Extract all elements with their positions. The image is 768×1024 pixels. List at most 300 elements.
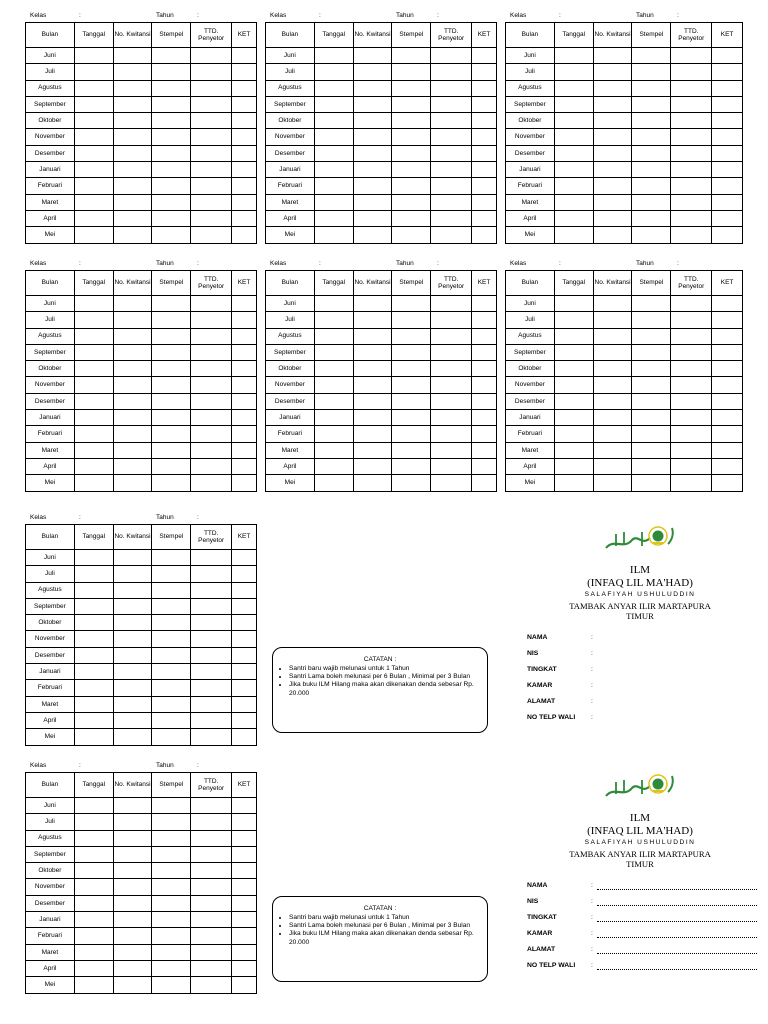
entry-cell[interactable] (472, 312, 497, 328)
entry-cell[interactable] (191, 96, 232, 112)
entry-cell[interactable] (152, 846, 191, 862)
entry-cell[interactable] (554, 194, 593, 210)
entry-cell[interactable] (152, 879, 191, 895)
entry-cell[interactable] (232, 227, 257, 243)
entry-cell[interactable] (712, 113, 743, 129)
entry-cell[interactable] (472, 194, 497, 210)
entry-cell[interactable] (113, 598, 152, 614)
entry-cell[interactable] (671, 210, 712, 226)
entry-cell[interactable] (593, 442, 632, 458)
entry-cell[interactable] (431, 210, 472, 226)
entry-cell[interactable] (113, 712, 152, 728)
entry-cell[interactable] (712, 377, 743, 393)
entry-cell[interactable] (232, 393, 257, 409)
entry-cell[interactable] (152, 895, 191, 911)
entry-cell[interactable] (113, 194, 152, 210)
entry-cell[interactable] (191, 442, 232, 458)
entry-cell[interactable] (74, 410, 113, 426)
entry-cell[interactable] (712, 442, 743, 458)
entry-cell[interactable] (191, 145, 232, 161)
entry-cell[interactable] (392, 64, 431, 80)
entry-cell[interactable] (113, 863, 152, 879)
entry-cell[interactable] (472, 113, 497, 129)
entry-cell[interactable] (232, 912, 257, 928)
entry-cell[interactable] (392, 475, 431, 491)
entry-cell[interactable] (472, 361, 497, 377)
entry-cell[interactable] (152, 410, 191, 426)
entry-cell[interactable] (191, 566, 232, 582)
entry-cell[interactable] (671, 113, 712, 129)
entry-cell[interactable] (232, 129, 257, 145)
entry-cell[interactable] (632, 344, 671, 360)
entry-cell[interactable] (152, 598, 191, 614)
entry-cell[interactable] (113, 458, 152, 474)
entry-cell[interactable] (431, 458, 472, 474)
entry-cell[interactable] (314, 344, 353, 360)
entry-cell[interactable] (113, 377, 152, 393)
entry-cell[interactable] (554, 227, 593, 243)
entry-cell[interactable] (472, 210, 497, 226)
entry-cell[interactable] (232, 361, 257, 377)
entry-cell[interactable] (472, 64, 497, 80)
entry-cell[interactable] (191, 377, 232, 393)
entry-cell[interactable] (152, 696, 191, 712)
entry-cell[interactable] (712, 129, 743, 145)
entry-cell[interactable] (671, 328, 712, 344)
entry-cell[interactable] (191, 80, 232, 96)
entry-cell[interactable] (392, 227, 431, 243)
entry-cell[interactable] (632, 475, 671, 491)
entry-cell[interactable] (431, 361, 472, 377)
entry-cell[interactable] (191, 928, 232, 944)
entry-cell[interactable] (113, 647, 152, 663)
entry-cell[interactable] (392, 328, 431, 344)
entry-cell[interactable] (152, 361, 191, 377)
entry-cell[interactable] (191, 879, 232, 895)
entry-cell[interactable] (74, 475, 113, 491)
entry-cell[interactable] (232, 442, 257, 458)
entry-cell[interactable] (712, 426, 743, 442)
entry-cell[interactable] (191, 814, 232, 830)
entry-cell[interactable] (113, 64, 152, 80)
entry-cell[interactable] (314, 361, 353, 377)
entry-cell[interactable] (632, 210, 671, 226)
entry-cell[interactable] (712, 194, 743, 210)
entry-cell[interactable] (392, 194, 431, 210)
entry-cell[interactable] (232, 377, 257, 393)
entry-cell[interactable] (74, 344, 113, 360)
entry-cell[interactable] (472, 458, 497, 474)
entry-cell[interactable] (191, 64, 232, 80)
entry-cell[interactable] (712, 227, 743, 243)
entry-cell[interactable] (113, 145, 152, 161)
entry-cell[interactable] (431, 426, 472, 442)
entry-cell[interactable] (191, 48, 232, 64)
entry-cell[interactable] (152, 977, 191, 993)
entry-cell[interactable] (554, 344, 593, 360)
entry-cell[interactable] (472, 227, 497, 243)
entry-cell[interactable] (74, 48, 113, 64)
entry-cell[interactable] (431, 393, 472, 409)
entry-cell[interactable] (632, 410, 671, 426)
entry-cell[interactable] (74, 977, 113, 993)
entry-cell[interactable] (712, 178, 743, 194)
entry-cell[interactable] (314, 393, 353, 409)
entry-cell[interactable] (191, 458, 232, 474)
entry-cell[interactable] (314, 129, 353, 145)
entry-cell[interactable] (152, 475, 191, 491)
entry-cell[interactable] (671, 80, 712, 96)
entry-cell[interactable] (392, 393, 431, 409)
entry-cell[interactable] (74, 426, 113, 442)
entry-cell[interactable] (353, 96, 392, 112)
entry-cell[interactable] (593, 194, 632, 210)
entry-cell[interactable] (191, 615, 232, 631)
entry-cell[interactable] (431, 410, 472, 426)
entry-cell[interactable] (353, 162, 392, 178)
entry-cell[interactable] (152, 615, 191, 631)
entry-cell[interactable] (232, 712, 257, 728)
entry-cell[interactable] (191, 113, 232, 129)
entry-cell[interactable] (632, 80, 671, 96)
entry-cell[interactable] (472, 80, 497, 96)
entry-cell[interactable] (632, 458, 671, 474)
entry-cell[interactable] (671, 458, 712, 474)
entry-cell[interactable] (74, 631, 113, 647)
field-input-line[interactable] (597, 905, 757, 906)
entry-cell[interactable] (392, 377, 431, 393)
entry-cell[interactable] (113, 410, 152, 426)
entry-cell[interactable] (392, 96, 431, 112)
entry-cell[interactable] (191, 312, 232, 328)
entry-cell[interactable] (232, 80, 257, 96)
entry-cell[interactable] (392, 210, 431, 226)
entry-cell[interactable] (593, 129, 632, 145)
entry-cell[interactable] (431, 227, 472, 243)
entry-cell[interactable] (314, 458, 353, 474)
field-input-line[interactable] (597, 953, 757, 954)
entry-cell[interactable] (152, 162, 191, 178)
entry-cell[interactable] (472, 393, 497, 409)
entry-cell[interactable] (392, 113, 431, 129)
entry-cell[interactable] (353, 361, 392, 377)
entry-cell[interactable] (712, 210, 743, 226)
entry-cell[interactable] (392, 178, 431, 194)
entry-cell[interactable] (712, 312, 743, 328)
entry-cell[interactable] (472, 178, 497, 194)
entry-cell[interactable] (593, 458, 632, 474)
entry-cell[interactable] (593, 227, 632, 243)
entry-cell[interactable] (113, 48, 152, 64)
entry-cell[interactable] (554, 426, 593, 442)
entry-cell[interactable] (191, 598, 232, 614)
entry-cell[interactable] (113, 879, 152, 895)
entry-cell[interactable] (74, 830, 113, 846)
entry-cell[interactable] (671, 344, 712, 360)
entry-cell[interactable] (152, 145, 191, 161)
entry-cell[interactable] (431, 344, 472, 360)
entry-cell[interactable] (392, 162, 431, 178)
entry-cell[interactable] (74, 312, 113, 328)
entry-cell[interactable] (353, 227, 392, 243)
entry-cell[interactable] (593, 80, 632, 96)
entry-cell[interactable] (593, 210, 632, 226)
entry-cell[interactable] (113, 582, 152, 598)
entry-cell[interactable] (113, 162, 152, 178)
entry-cell[interactable] (113, 80, 152, 96)
entry-cell[interactable] (554, 475, 593, 491)
entry-cell[interactable] (431, 162, 472, 178)
entry-cell[interactable] (232, 312, 257, 328)
entry-cell[interactable] (431, 178, 472, 194)
entry-cell[interactable] (191, 846, 232, 862)
entry-cell[interactable] (314, 328, 353, 344)
entry-cell[interactable] (113, 895, 152, 911)
entry-cell[interactable] (152, 830, 191, 846)
entry-cell[interactable] (712, 145, 743, 161)
entry-cell[interactable] (232, 729, 257, 745)
entry-cell[interactable] (392, 296, 431, 312)
entry-cell[interactable] (152, 458, 191, 474)
entry-cell[interactable] (472, 296, 497, 312)
entry-cell[interactable] (472, 48, 497, 64)
entry-cell[interactable] (632, 96, 671, 112)
entry-cell[interactable] (314, 475, 353, 491)
entry-cell[interactable] (593, 296, 632, 312)
entry-cell[interactable] (472, 129, 497, 145)
entry-cell[interactable] (232, 426, 257, 442)
entry-cell[interactable] (671, 296, 712, 312)
entry-cell[interactable] (353, 475, 392, 491)
entry-cell[interactable] (232, 960, 257, 976)
entry-cell[interactable] (152, 426, 191, 442)
entry-cell[interactable] (152, 296, 191, 312)
entry-cell[interactable] (632, 48, 671, 64)
entry-cell[interactable] (74, 210, 113, 226)
entry-cell[interactable] (152, 550, 191, 566)
entry-cell[interactable] (152, 566, 191, 582)
entry-cell[interactable] (593, 328, 632, 344)
entry-cell[interactable] (632, 64, 671, 80)
entry-cell[interactable] (232, 566, 257, 582)
entry-cell[interactable] (232, 977, 257, 993)
entry-cell[interactable] (113, 944, 152, 960)
entry-cell[interactable] (554, 162, 593, 178)
entry-cell[interactable] (113, 475, 152, 491)
entry-cell[interactable] (152, 227, 191, 243)
entry-cell[interactable] (74, 647, 113, 663)
entry-cell[interactable] (74, 145, 113, 161)
entry-cell[interactable] (232, 631, 257, 647)
entry-cell[interactable] (314, 48, 353, 64)
entry-cell[interactable] (314, 178, 353, 194)
entry-cell[interactable] (232, 879, 257, 895)
entry-cell[interactable] (232, 647, 257, 663)
entry-cell[interactable] (232, 296, 257, 312)
entry-cell[interactable] (191, 426, 232, 442)
entry-cell[interactable] (113, 814, 152, 830)
entry-cell[interactable] (554, 80, 593, 96)
entry-cell[interactable] (472, 344, 497, 360)
entry-cell[interactable] (191, 129, 232, 145)
entry-cell[interactable] (152, 80, 191, 96)
entry-cell[interactable] (191, 912, 232, 928)
entry-cell[interactable] (712, 162, 743, 178)
entry-cell[interactable] (113, 328, 152, 344)
entry-cell[interactable] (232, 863, 257, 879)
entry-cell[interactable] (113, 227, 152, 243)
entry-cell[interactable] (152, 647, 191, 663)
entry-cell[interactable] (74, 566, 113, 582)
entry-cell[interactable] (554, 377, 593, 393)
entry-cell[interactable] (191, 960, 232, 976)
entry-cell[interactable] (554, 296, 593, 312)
entry-cell[interactable] (554, 48, 593, 64)
entry-cell[interactable] (632, 393, 671, 409)
entry-cell[interactable] (74, 113, 113, 129)
entry-cell[interactable] (74, 129, 113, 145)
entry-cell[interactable] (632, 328, 671, 344)
entry-cell[interactable] (632, 377, 671, 393)
entry-cell[interactable] (431, 96, 472, 112)
entry-cell[interactable] (314, 194, 353, 210)
entry-cell[interactable] (74, 863, 113, 879)
entry-cell[interactable] (671, 48, 712, 64)
entry-cell[interactable] (152, 729, 191, 745)
entry-cell[interactable] (314, 312, 353, 328)
entry-cell[interactable] (392, 344, 431, 360)
entry-cell[interactable] (671, 442, 712, 458)
entry-cell[interactable] (113, 798, 152, 814)
entry-cell[interactable] (392, 361, 431, 377)
entry-cell[interactable] (353, 210, 392, 226)
entry-cell[interactable] (74, 814, 113, 830)
entry-cell[interactable] (593, 178, 632, 194)
entry-cell[interactable] (74, 162, 113, 178)
entry-cell[interactable] (431, 80, 472, 96)
entry-cell[interactable] (392, 458, 431, 474)
entry-cell[interactable] (472, 145, 497, 161)
entry-cell[interactable] (431, 48, 472, 64)
entry-cell[interactable] (113, 960, 152, 976)
entry-cell[interactable] (593, 361, 632, 377)
entry-cell[interactable] (74, 712, 113, 728)
entry-cell[interactable] (593, 426, 632, 442)
entry-cell[interactable] (232, 64, 257, 80)
field-input-line[interactable] (597, 889, 757, 890)
entry-cell[interactable] (472, 442, 497, 458)
entry-cell[interactable] (353, 129, 392, 145)
entry-cell[interactable] (232, 696, 257, 712)
entry-cell[interactable] (392, 442, 431, 458)
entry-cell[interactable] (232, 458, 257, 474)
entry-cell[interactable] (392, 80, 431, 96)
entry-cell[interactable] (712, 475, 743, 491)
entry-cell[interactable] (353, 393, 392, 409)
entry-cell[interactable] (191, 944, 232, 960)
entry-cell[interactable] (152, 96, 191, 112)
entry-cell[interactable] (632, 296, 671, 312)
entry-cell[interactable] (152, 64, 191, 80)
entry-cell[interactable] (191, 680, 232, 696)
entry-cell[interactable] (712, 48, 743, 64)
entry-cell[interactable] (314, 96, 353, 112)
entry-cell[interactable] (431, 312, 472, 328)
entry-cell[interactable] (74, 598, 113, 614)
entry-cell[interactable] (232, 475, 257, 491)
entry-cell[interactable] (152, 680, 191, 696)
entry-cell[interactable] (554, 210, 593, 226)
entry-cell[interactable] (353, 80, 392, 96)
entry-cell[interactable] (353, 328, 392, 344)
entry-cell[interactable] (232, 846, 257, 862)
entry-cell[interactable] (113, 393, 152, 409)
entry-cell[interactable] (191, 631, 232, 647)
entry-cell[interactable] (113, 361, 152, 377)
entry-cell[interactable] (232, 582, 257, 598)
entry-cell[interactable] (152, 912, 191, 928)
entry-cell[interactable] (671, 64, 712, 80)
entry-cell[interactable] (554, 96, 593, 112)
entry-cell[interactable] (712, 344, 743, 360)
entry-cell[interactable] (191, 194, 232, 210)
entry-cell[interactable] (191, 475, 232, 491)
entry-cell[interactable] (113, 426, 152, 442)
entry-cell[interactable] (671, 410, 712, 426)
entry-cell[interactable] (554, 361, 593, 377)
entry-cell[interactable] (74, 798, 113, 814)
entry-cell[interactable] (74, 361, 113, 377)
entry-cell[interactable] (113, 696, 152, 712)
entry-cell[interactable] (353, 194, 392, 210)
entry-cell[interactable] (232, 145, 257, 161)
entry-cell[interactable] (712, 328, 743, 344)
entry-cell[interactable] (152, 631, 191, 647)
entry-cell[interactable] (593, 48, 632, 64)
entry-cell[interactable] (232, 830, 257, 846)
entry-cell[interactable] (191, 712, 232, 728)
entry-cell[interactable] (191, 227, 232, 243)
entry-cell[interactable] (314, 227, 353, 243)
entry-cell[interactable] (353, 312, 392, 328)
entry-cell[interactable] (152, 113, 191, 129)
entry-cell[interactable] (554, 442, 593, 458)
field-input-line[interactable] (597, 937, 757, 938)
entry-cell[interactable] (191, 863, 232, 879)
entry-cell[interactable] (431, 194, 472, 210)
entry-cell[interactable] (353, 296, 392, 312)
entry-cell[interactable] (113, 928, 152, 944)
entry-cell[interactable] (191, 798, 232, 814)
entry-cell[interactable] (232, 550, 257, 566)
entry-cell[interactable] (74, 696, 113, 712)
entry-cell[interactable] (152, 814, 191, 830)
entry-cell[interactable] (431, 475, 472, 491)
entry-cell[interactable] (191, 582, 232, 598)
entry-cell[interactable] (554, 113, 593, 129)
entry-cell[interactable] (712, 410, 743, 426)
entry-cell[interactable] (593, 344, 632, 360)
entry-cell[interactable] (74, 680, 113, 696)
entry-cell[interactable] (232, 96, 257, 112)
entry-cell[interactable] (74, 895, 113, 911)
entry-cell[interactable] (113, 680, 152, 696)
entry-cell[interactable] (554, 64, 593, 80)
entry-cell[interactable] (472, 96, 497, 112)
entry-cell[interactable] (554, 458, 593, 474)
entry-cell[interactable] (113, 129, 152, 145)
entry-cell[interactable] (113, 550, 152, 566)
